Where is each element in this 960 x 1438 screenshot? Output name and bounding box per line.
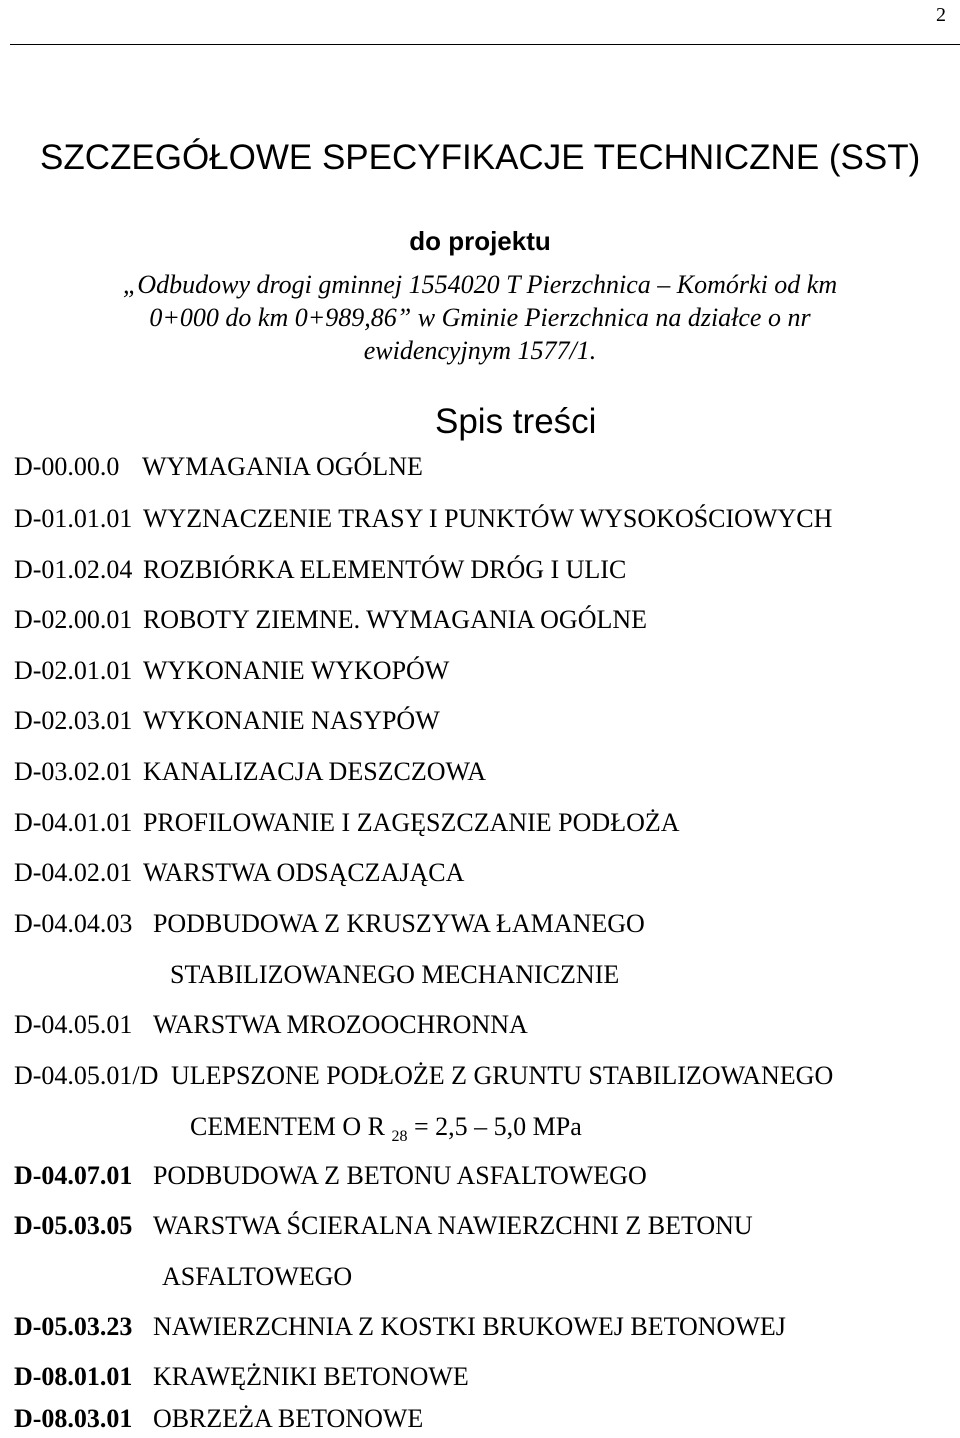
- header-rule: [10, 44, 960, 45]
- toc-item: [14, 504, 832, 534]
- toc-item-title: PROFILOWANIE I ZAGĘSZCZANIE PODŁOŻA: [142, 808, 680, 837]
- toc-item: [14, 1010, 528, 1040]
- toc-item-title: KRAWĘŻNIKI BETONOWE: [152, 1362, 469, 1391]
- toc-item-title: PODBUDOWA Z BETONU ASFALTOWEGO: [152, 1161, 647, 1190]
- toc-item-title: KANALIZACJA DESZCZOWA: [142, 757, 486, 786]
- toc-item-title-continuation: STABILIZOWANEGO MECHANICZNIE: [170, 960, 620, 989]
- toc-item: [14, 1404, 423, 1434]
- toc-item: [14, 909, 645, 939]
- toc-item-code: D-08.03.01: [14, 1404, 133, 1433]
- toc-item-title-continuation-a: CEMENTEM O R: [190, 1112, 385, 1141]
- toc-item-title: WYKONANIE NASYPÓW: [142, 706, 440, 735]
- toc-item-title-continuation-b: = 2,5 – 5,0 MPa: [414, 1112, 582, 1141]
- toc-item-title: PODBUDOWA Z KRUSZYWA ŁAMANEGO: [152, 909, 645, 938]
- toc-item: [14, 1312, 786, 1342]
- toc-item: [14, 555, 626, 585]
- toc-item-title: NAWIERZCHNIA Z KOSTKI BRUKOWEJ BETONOWEJ: [152, 1312, 786, 1341]
- toc-item-title: WYKONANIE WYKOPÓW: [142, 656, 450, 685]
- project-description: [40, 268, 920, 367]
- project-description-line-1: „Odbudowy drogi gminnej 1554020 T Pierzchnica – Komórki od km: [122, 270, 838, 299]
- toc-item: [14, 858, 464, 888]
- toc-item-title: WARSTWA ODSĄCZAJĄCA: [142, 858, 465, 887]
- toc-item-code: D-00.00.0: [14, 452, 120, 481]
- toc-item: [14, 706, 440, 736]
- toc-item-code: D-01.02.04: [14, 555, 133, 584]
- toc-item-title: WYMAGANIA OGÓLNE: [141, 452, 423, 481]
- toc-item: [14, 1211, 753, 1241]
- toc-item-code: D-04.04.03: [14, 909, 133, 938]
- toc-item-code: D-04.07.01: [14, 1161, 133, 1190]
- toc-item-code: D-03.02.01: [14, 757, 133, 786]
- toc-item: [14, 452, 423, 482]
- toc-item-code: D-01.01.01: [14, 504, 133, 533]
- toc-item-title-subscript: 28: [391, 1128, 408, 1145]
- toc-item-title: WARSTWA ŚCIERALNA NAWIERZCHNI Z BETONU: [152, 1211, 753, 1240]
- toc-item-title-continuation: [190, 1112, 582, 1152]
- toc-item-code: D-04.05.01/D: [14, 1061, 159, 1090]
- page-number: 2: [936, 4, 946, 26]
- toc-item-title: ROZBIÓRKA ELEMENTÓW DRÓG I ULIC: [142, 555, 627, 584]
- toc-item-title: WARSTWA MROZOOCHRONNA: [152, 1010, 528, 1039]
- toc-item-title-continuation: ASFALTOWEGO: [162, 1262, 353, 1291]
- toc-item-code: D-02.00.01: [14, 605, 133, 634]
- toc-item-title: OBRZEŻA BETONOWE: [152, 1404, 424, 1433]
- document-title: SZCZEGÓŁOWE SPECYFIKACJE TECHNICZNE (SST): [40, 138, 921, 177]
- toc-item-title: ULEPSZONE PODŁOŻE Z GRUNTU STABILIZOWANEGO: [170, 1061, 834, 1090]
- toc-item-title: ROBOTY ZIEMNE. WYMAGANIA OGÓLNE: [142, 605, 648, 634]
- toc-item-code: D-02.01.01: [14, 656, 133, 685]
- toc-item: [14, 1161, 647, 1191]
- toc-item: [14, 605, 647, 635]
- toc-item-code: D-08.01.01: [14, 1362, 133, 1391]
- toc-item-code: D-05.03.23: [14, 1312, 133, 1341]
- document-subtitle: do projektu: [409, 226, 551, 256]
- toc-item-code: D-04.05.01: [14, 1010, 133, 1039]
- project-description-line-3: ewidencyjnym 1577/1.: [363, 336, 597, 365]
- toc-item-code: D-04.01.01: [14, 808, 133, 837]
- toc-item: [14, 757, 486, 787]
- toc-item: [14, 1061, 833, 1091]
- project-description-line-2: 0+000 do km 0+989,86” w Gminie Pierzchnica na działce o nr: [149, 303, 811, 332]
- toc-item-code: D-05.03.05: [14, 1211, 133, 1240]
- toc-heading: Spis treści: [435, 402, 597, 441]
- toc-item-code: D-02.03.01: [14, 706, 133, 735]
- toc-item-code: D-04.02.01: [14, 858, 133, 887]
- toc-item-title: WYZNACZENIE TRASY I PUNKTÓW WYSOKOŚCIOWYCH: [142, 504, 833, 533]
- toc-item: [14, 1362, 469, 1392]
- toc-item: [14, 656, 449, 686]
- toc-item: [14, 808, 680, 838]
